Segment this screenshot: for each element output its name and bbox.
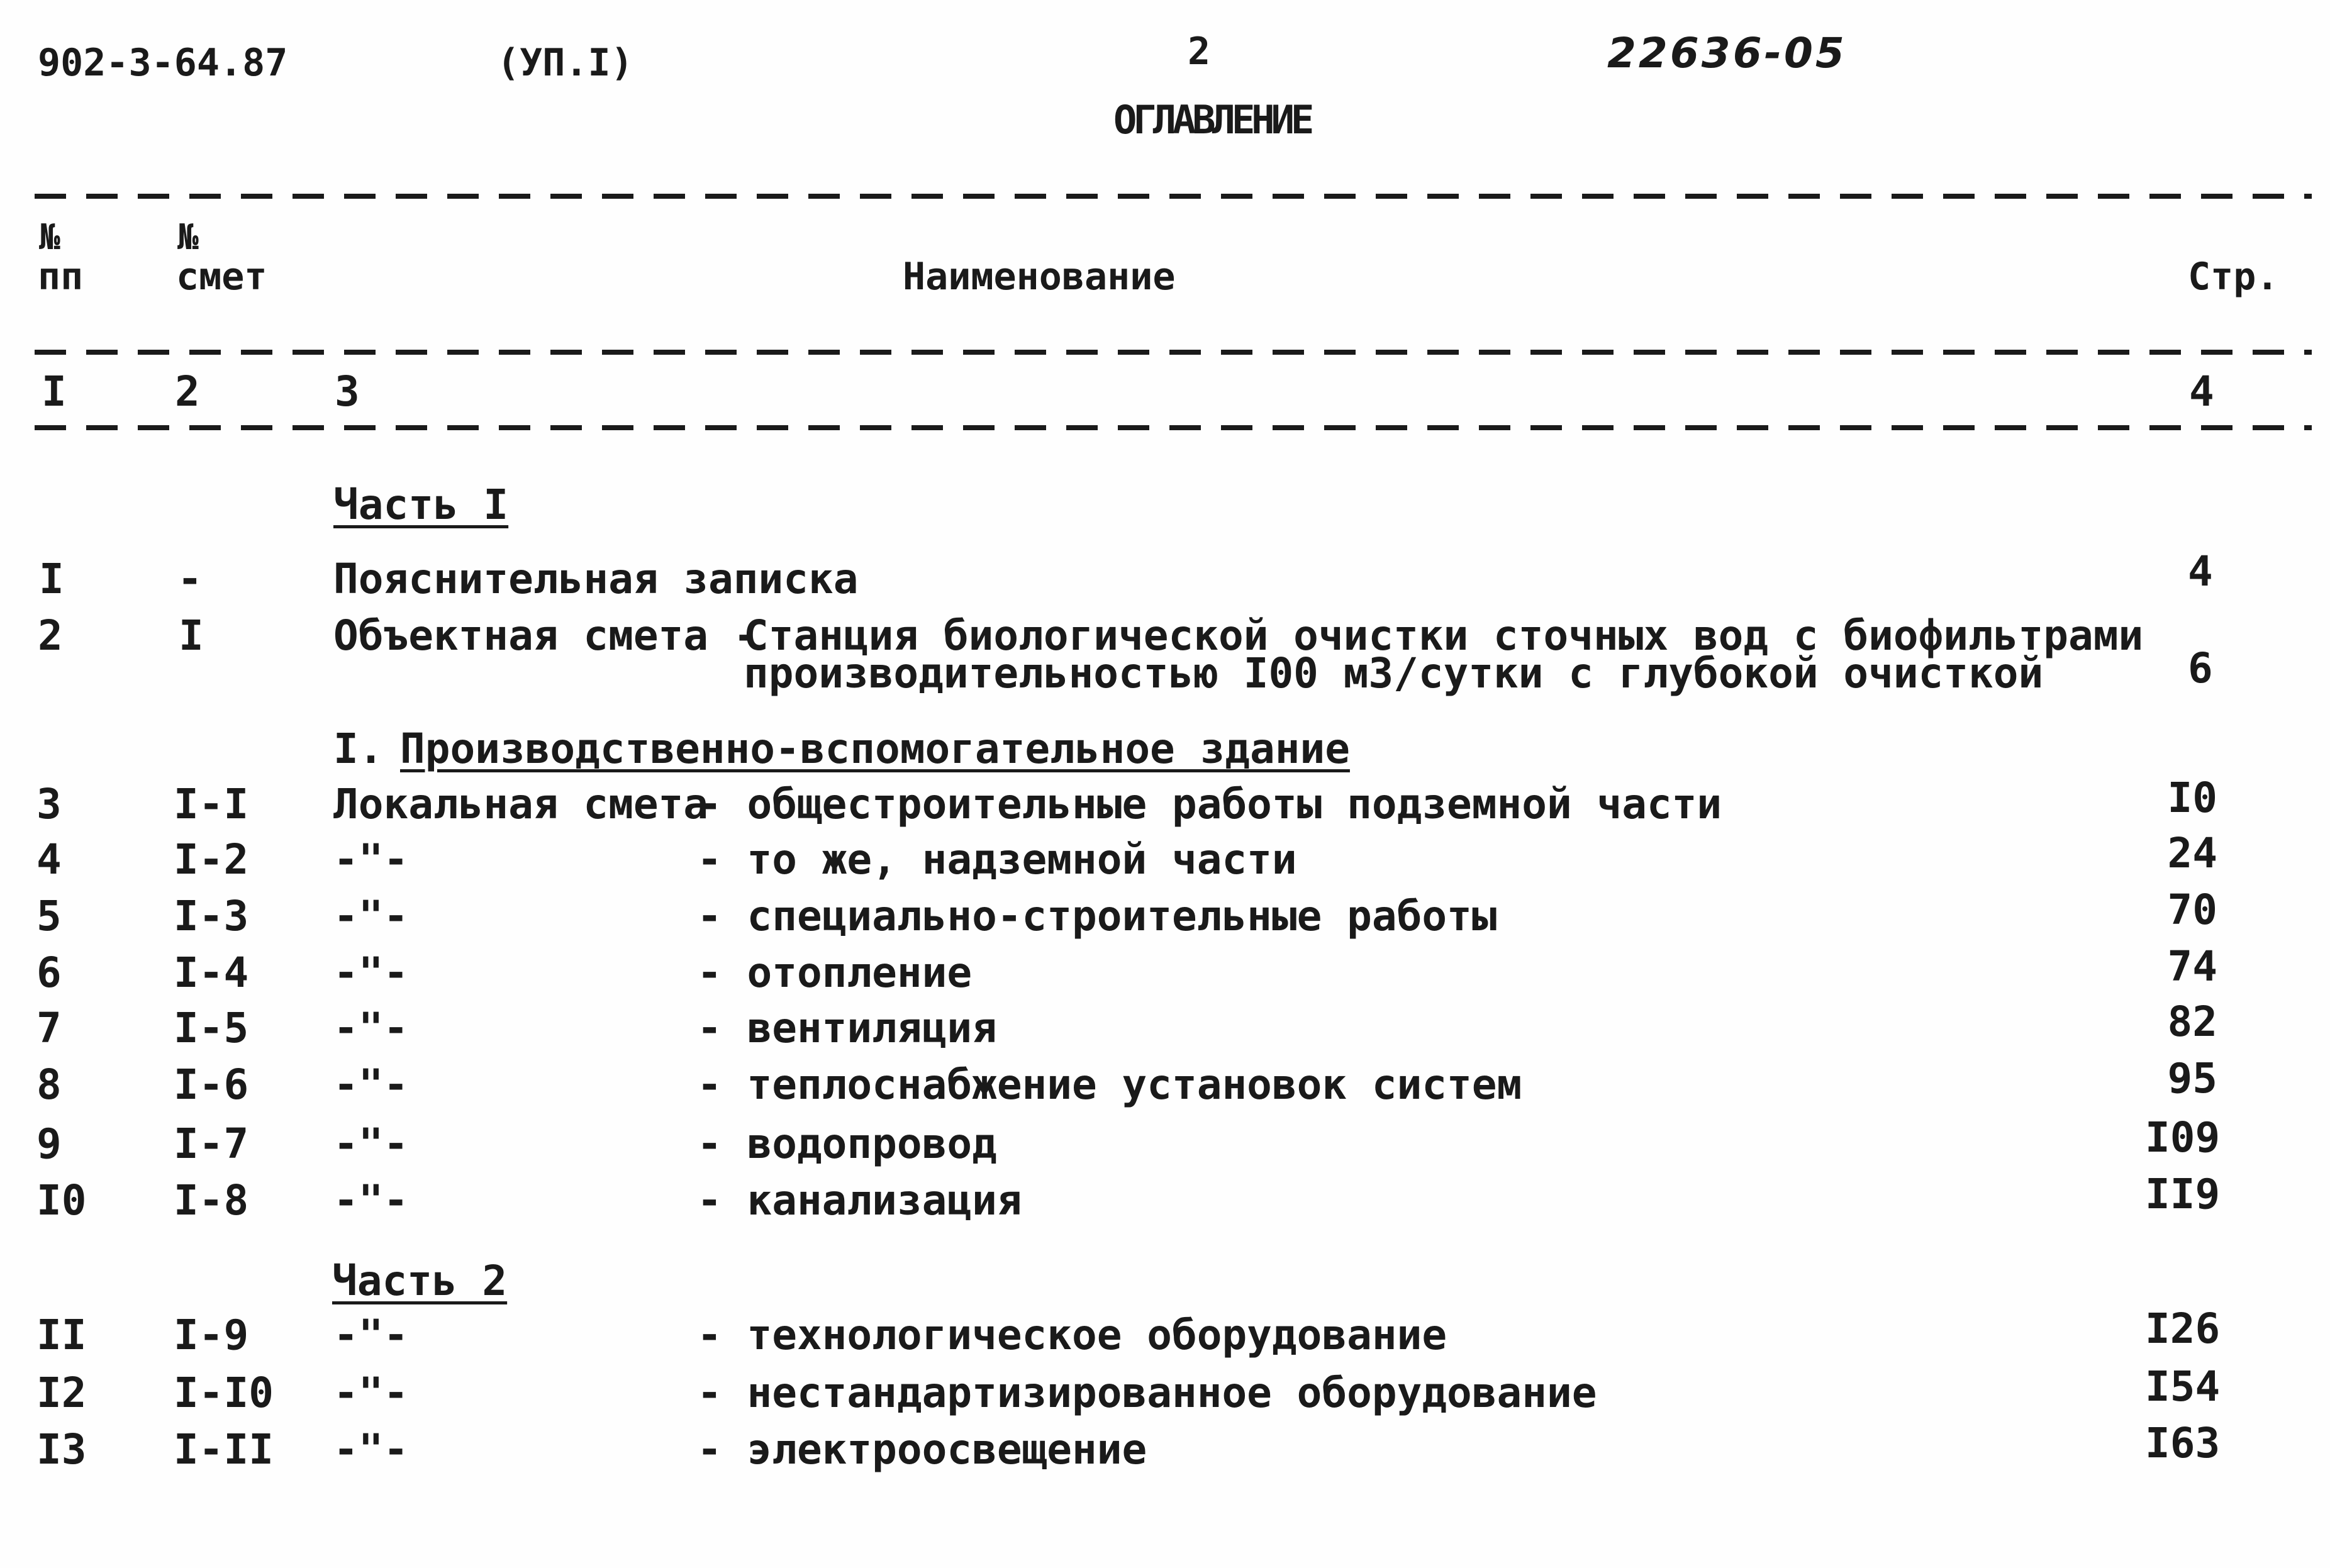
row-estimate: I-4 bbox=[174, 948, 249, 997]
table-row bbox=[0, 1304, 2330, 1365]
row-ditto: -"- bbox=[333, 1120, 409, 1168]
row-number: 7 bbox=[36, 1004, 62, 1052]
row-estimate: I-3 bbox=[174, 892, 249, 940]
row-number: 4 bbox=[36, 835, 62, 884]
document-title: ОГЛАВЛЕНИЕ bbox=[1113, 97, 1311, 143]
column-header-estimate: смет bbox=[176, 255, 267, 299]
column-header-number-sign: № bbox=[39, 217, 60, 258]
row-number: 9 bbox=[36, 1120, 62, 1168]
table-row bbox=[0, 1419, 2330, 1479]
row-name: Пояснительная записка bbox=[333, 555, 859, 603]
row-page: I09 bbox=[2145, 1113, 2221, 1162]
row-ditto: -"- bbox=[333, 948, 409, 997]
row-ditto: -"- bbox=[333, 1425, 409, 1474]
row-number: 8 bbox=[36, 1060, 62, 1109]
subsection-title: Производственно-вспомогательное здание bbox=[400, 725, 1350, 773]
row-name: - специально-строительные работы bbox=[697, 892, 1497, 940]
row-name: - отопление bbox=[697, 948, 973, 997]
row-number: 5 bbox=[36, 892, 62, 940]
row-ditto: -"- bbox=[333, 1004, 409, 1052]
document-code: 902-3-64.87 bbox=[38, 41, 288, 85]
row-estimate: I-6 bbox=[174, 1060, 249, 1109]
row-ditto: -"- bbox=[333, 1176, 409, 1225]
row-ditto: -"- bbox=[333, 1369, 409, 1417]
row-ditto: -"- bbox=[333, 835, 409, 884]
column-header-page: Стр. bbox=[2188, 255, 2279, 299]
table-row bbox=[0, 829, 2330, 889]
row-page: 6 bbox=[2188, 644, 2213, 692]
row-ditto: -"- bbox=[333, 892, 409, 940]
column-number-2: 2 bbox=[175, 367, 200, 416]
row-name: - общестроительные работы подземной части bbox=[697, 780, 1722, 828]
column-number-3: 3 bbox=[335, 367, 360, 416]
row-number: I bbox=[39, 555, 64, 603]
row-name: - теплоснабжение установок систем bbox=[697, 1060, 1522, 1109]
row-number: I2 bbox=[36, 1369, 87, 1417]
column-header-estimate-sign: № bbox=[177, 217, 199, 258]
table-row bbox=[0, 998, 2330, 1058]
section-heading: Часть 2 bbox=[332, 1257, 508, 1305]
column-number-4: 4 bbox=[2189, 367, 2214, 416]
column-header-name: Наименование bbox=[903, 255, 1176, 299]
table-row bbox=[0, 886, 2330, 946]
table-row bbox=[0, 774, 2330, 834]
row-ditto: -"- bbox=[333, 1311, 409, 1359]
row-page: I63 bbox=[2145, 1419, 2221, 1467]
row-ditto: -"- bbox=[333, 1060, 409, 1109]
row-page: 24 bbox=[2167, 829, 2217, 877]
column-numbers-bottom-rule bbox=[35, 425, 2312, 430]
row-name-line2: производительностью I00 м3/сутки с глубокой очисткой bbox=[744, 649, 2044, 698]
row-page: 4 bbox=[2188, 547, 2213, 596]
row-page: 70 bbox=[2167, 886, 2217, 934]
table-row bbox=[0, 942, 2330, 1003]
column-header-number: пп bbox=[38, 255, 84, 299]
row-page: I54 bbox=[2145, 1362, 2221, 1411]
row-page: 95 bbox=[2167, 1054, 2217, 1103]
row-number: 3 bbox=[36, 780, 62, 828]
row-name: - водопровод bbox=[697, 1120, 997, 1168]
row-page: 82 bbox=[2167, 998, 2217, 1046]
row-name: - электроосвещение bbox=[697, 1425, 1147, 1474]
row-estimate: I-9 bbox=[174, 1311, 249, 1359]
row-page: II9 bbox=[2145, 1170, 2221, 1218]
row-name: - вентиляция bbox=[697, 1004, 997, 1052]
row-page: 74 bbox=[2167, 942, 2217, 991]
row-estimate: I bbox=[179, 611, 204, 660]
row-name: - то же, надземной части bbox=[697, 835, 1297, 884]
table-row bbox=[0, 1362, 2330, 1423]
row-name: - нестандартизированное оборудование bbox=[697, 1369, 1597, 1417]
album-label: (УП.I) bbox=[497, 41, 633, 85]
column-number-1: I bbox=[42, 367, 67, 416]
row-estimate: I-I0 bbox=[174, 1369, 274, 1417]
table-row bbox=[0, 1054, 2330, 1115]
row-estimate: - bbox=[177, 555, 203, 603]
row-label: Объектная смета - bbox=[333, 611, 759, 660]
row-estimate: I-7 bbox=[174, 1120, 249, 1168]
row-name: - канализация bbox=[697, 1176, 1022, 1225]
subsection-prefix: I. bbox=[333, 725, 384, 773]
inventory-number: 22636-05 bbox=[1607, 29, 1847, 77]
row-number: I0 bbox=[36, 1176, 87, 1225]
row-estimate: I-5 bbox=[174, 1004, 249, 1052]
header-bottom-rule bbox=[35, 350, 2312, 355]
table-row bbox=[0, 1113, 2330, 1174]
row-estimate: I-2 bbox=[174, 835, 249, 884]
section-heading: Часть I bbox=[333, 481, 509, 529]
row-ditto: Локальная смета bbox=[333, 780, 709, 828]
row-estimate: I-II bbox=[174, 1425, 274, 1474]
table-top-rule bbox=[35, 194, 2312, 199]
row-name-line1: Станция биологической очистки сточных вод с биофильтрами bbox=[744, 611, 2144, 660]
row-number: 6 bbox=[36, 948, 62, 997]
row-estimate: I-I bbox=[174, 780, 249, 828]
row-name: - технологическое оборудование bbox=[697, 1311, 1447, 1359]
page-number: 2 bbox=[1188, 30, 1211, 74]
row-number: I3 bbox=[36, 1425, 87, 1474]
row-page: I26 bbox=[2145, 1304, 2221, 1353]
table-row bbox=[0, 1170, 2330, 1230]
row-estimate: I-8 bbox=[174, 1176, 249, 1225]
row-number: 2 bbox=[38, 611, 63, 660]
row-page: I0 bbox=[2167, 774, 2217, 822]
row-number: II bbox=[36, 1311, 87, 1359]
